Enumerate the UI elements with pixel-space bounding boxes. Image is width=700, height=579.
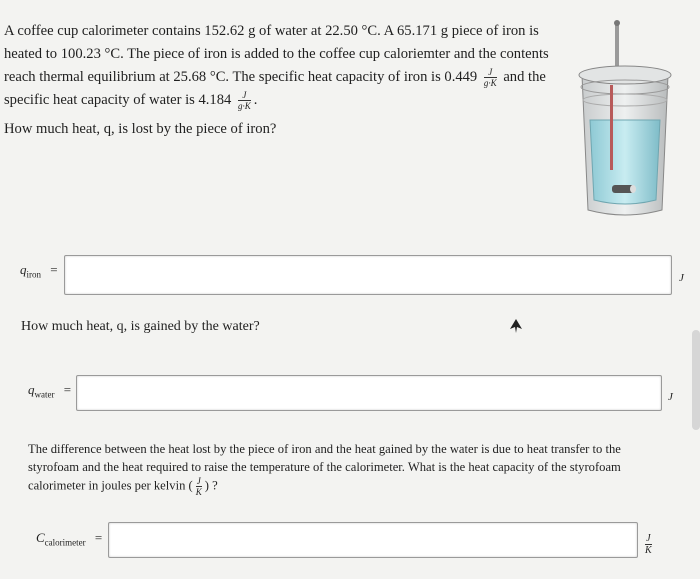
unit-fraction: $\frac{J}{K}$ [195,476,202,497]
problem-line-2: heated to 100.23 °C. The piece of iron is added to the coffee cup caloriemter and the contents [4,46,549,62]
q-iron-label: $q_{iron}$ = [20,262,58,280]
q-iron-unit: J [679,272,684,284]
calorimeter-illustration [570,15,680,220]
paragraph-line-1: The difference between the heat lost by the piece of iron and the heat gained by the water is due to heat transfer to the [28,442,621,456]
q-water-input[interactable] [76,375,662,411]
calorimeter-paragraph [28,440,648,497]
paragraph-line-3: calorimeter in joules per kelvin ( $\frac{J}{K}$ ) ? [28,476,218,497]
q-water-unit: J [668,391,673,403]
q-iron-input[interactable] [64,255,672,295]
problem-statement [4,20,549,141]
cursor-icon [510,319,522,333]
question-iron: How much heat, q, is lost by the piece of iron? [4,121,277,137]
problem-line-3: reach thermal equilibrium at 25.68 °C. The specific heat capacity of iron is 0.449 $\frac{J}{g\cdot K}$ and the [4,67,546,89]
problem-line-4: specific heat capacity of water is 4.184 $\frac{J}{g\cdot K}$ . [4,90,258,112]
scrollbar[interactable] [692,330,700,430]
unit-fraction: $\frac{J}{g\cdot K}$ [483,67,497,89]
question-water: How much heat, q, is gained by the water? [21,319,260,334]
unit-fraction: $\frac{J}{g\cdot K}$ [237,90,251,112]
problem-line-1: A coffee cup calorimeter contains 152.62 g of water at 22.50 °C. A 65.171 g piece of iron is [4,23,539,39]
c-calorimeter-label: $C_{calorimeter}$ = [36,530,103,548]
paragraph-line-2: styrofoam and the heat required to raise the temperature of the calorimeter. What is the heat capacity of the styrofoam [28,460,621,474]
c-calorimeter-input[interactable] [108,522,638,558]
q-water-label: $q_{water}$ = [28,382,72,400]
c-calorimeter-unit: $\frac{J}{K}$ [645,533,652,556]
